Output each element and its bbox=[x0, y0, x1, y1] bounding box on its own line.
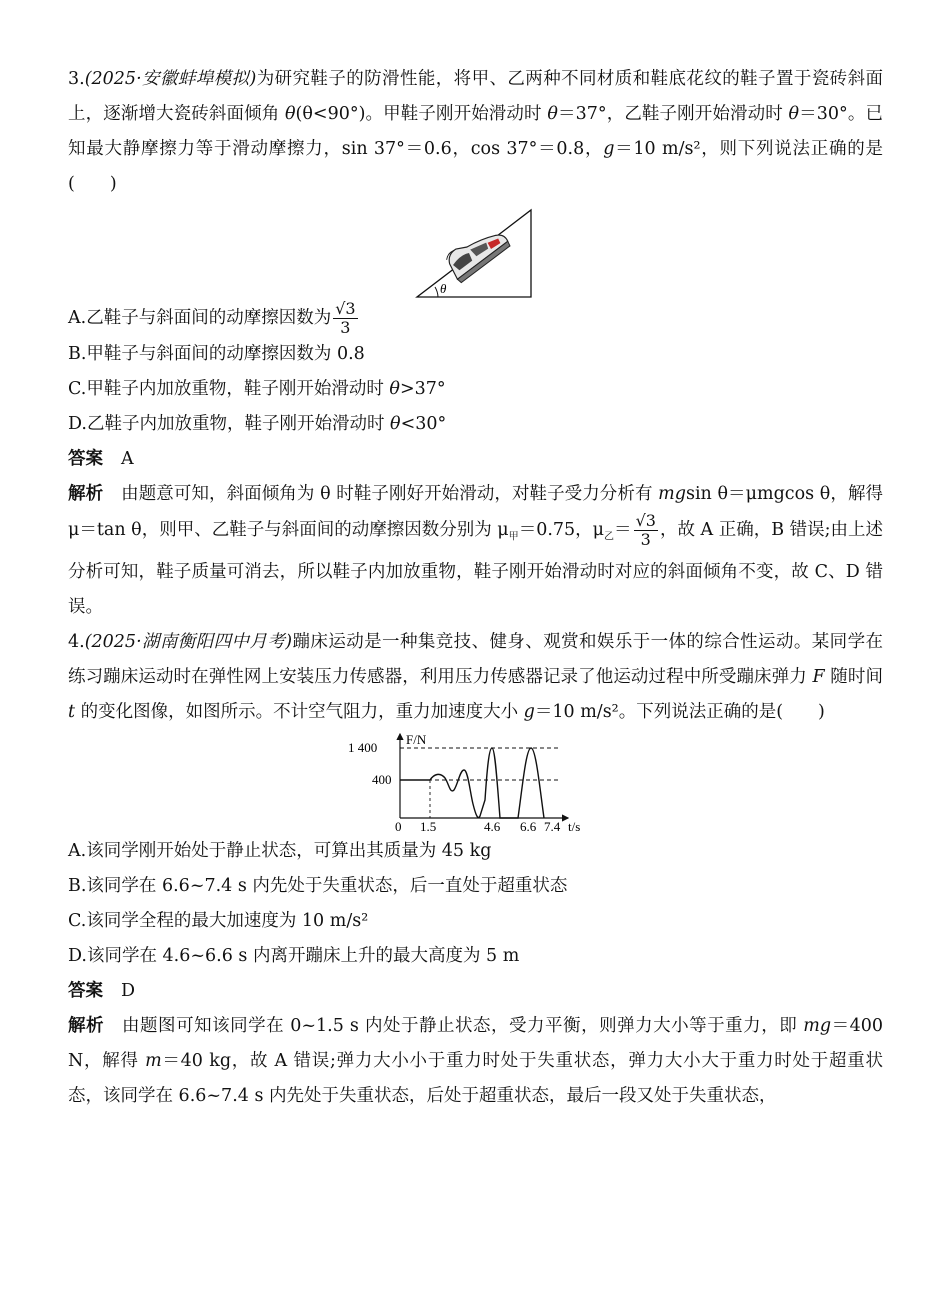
q4-answer: 答案 D bbox=[68, 980, 136, 1001]
ytick-400: 400 bbox=[372, 771, 392, 787]
angle-arc bbox=[435, 287, 438, 297]
xtick-1.5: 1.5 bbox=[420, 818, 437, 834]
q4-stem: 4.(2025·湖南衡阳四中月考)蹦床运动是一种集竞技、健身、观赏和娱乐于一体的综合性运动。某同学在练习蹦床运动时在弹性网上安装压力传感器，利用压力传感器记录了他运动过程中所受蹦床弹力 F 随时间 t 的变化图像，如图所示。不计空气阻力，重力加速度大小 g＝10 m/s²。下列说法正确的是( ) bbox=[68, 631, 883, 722]
force-time-chart bbox=[68, 730, 883, 834]
q4-option-a: A.该同学刚开始处于静止状态，可算出其质量为 45 kg bbox=[68, 840, 492, 861]
xtick-0: 0 bbox=[395, 818, 402, 834]
q3-analysis: 解析 由题意可知，斜面倾角为 θ 时鞋子刚好开始滑动，对鞋子受力分析有 mgsin θ＝μmgcos θ，解得 μ＝tan θ，则甲、乙鞋子与斜面间的动摩擦因数分别为 $\mu_甲=0.75$，$\mu_乙=$ $\frac{√3}{3}$ ，故 A 正确，B 错误;由上述分析可知，鞋子质量可消去，所以鞋子内加放重物，鞋子刚开始滑动时对应的斜面倾角不变，故 C、D 错误。 bbox=[68, 484, 884, 617]
q3-stem: 3.(2025·安徽蚌埠模拟)为研究鞋子的防滑性能，将甲、乙两种不同材质和鞋底花纹的鞋子置于瓷砖斜面上，逐渐增大瓷砖斜面倾角 θ(θ<90°)。甲鞋子刚开始滑动时 θ＝37°，乙鞋子刚开始滑动时 θ＝30°。已知最大静摩擦力等于滑动摩擦力，sin 37°＝0.6，cos 37°＝0.8，g＝10 m/s²，则下列说法正确的是( ) bbox=[68, 69, 883, 194]
xtick-6.6: 6.6 bbox=[520, 818, 537, 834]
shoe-icon bbox=[442, 221, 511, 284]
q4-option-d: D.该同学在 4.6~6.6 s 内离开蹦床上升的最大高度为 5 m bbox=[68, 945, 520, 966]
force-curve bbox=[400, 748, 544, 818]
x-axis-label: t/s bbox=[568, 818, 581, 834]
q3-option-c: C.甲鞋子内加放重物，鞋子刚开始滑动时 θ>37° bbox=[68, 379, 446, 399]
incline-diagram bbox=[68, 202, 883, 300]
xtick-4.6: 4.6 bbox=[484, 818, 501, 834]
q3-answer: 答案 A bbox=[68, 449, 134, 469]
q3-option-d: D.乙鞋子内加放重物，鞋子刚开始滑动时 θ<30° bbox=[68, 414, 447, 434]
y-axis-label: F/N bbox=[406, 731, 427, 747]
q3-option-b: B.甲鞋子与斜面间的动摩擦因数为 0.8 bbox=[68, 344, 365, 364]
page-content bbox=[68, 62, 883, 1114]
q4-source: (2025·湖南衡阳四中月考) bbox=[84, 631, 293, 652]
q4-figure bbox=[68, 730, 883, 834]
q3-source: (2025·安徽蚌埠模拟) bbox=[84, 69, 257, 89]
q4-option-b: B.该同学在 6.6~7.4 s 内先处于失重状态，后一直处于超重状态 bbox=[68, 875, 568, 896]
q4-analysis: 解析 由题图可知该同学在 0~1.5 s 内处于静止状态，受力平衡，则弹力大小等于重力，即 mg＝400 N，解得 m＝40 kg，故 A 错误;弹力大小小于重力时处于失重状态，弹力大小大于重力时处于超重状态，该同学在 6.6~7.4 s 内先处于失重状态，后处于超重状态，最后一段又处于失重状态， bbox=[68, 1015, 884, 1106]
xtick-7.4: 7.4 bbox=[544, 818, 561, 834]
q3-figure bbox=[68, 202, 883, 300]
q4-option-c: C.该同学全程的最大加速度为 10 m/s² bbox=[68, 910, 369, 931]
fraction: $\frac{√3}{3}$ bbox=[335, 299, 356, 337]
ytick-1400: 1 400 bbox=[348, 739, 378, 755]
theta-label: θ bbox=[440, 281, 447, 296]
q3-option-a: A.乙鞋子与斜面间的动摩擦因数为 $\frac{√3}{3}$ bbox=[68, 299, 356, 337]
